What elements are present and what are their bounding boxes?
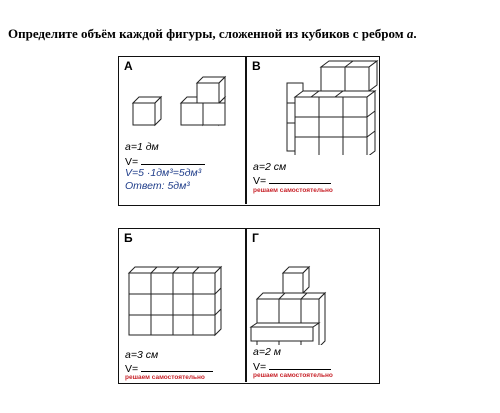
figure-g-drawing bbox=[247, 229, 379, 345]
figure-v-cell bbox=[247, 57, 379, 204]
figure-b-v-line: V= bbox=[125, 361, 213, 375]
figure-g-cell bbox=[247, 229, 379, 382]
figure-a-solution: V=5 ·1дм³=5дм³ bbox=[125, 167, 202, 179]
figure-b-letter: Б bbox=[124, 231, 133, 245]
figure-a-answer: Ответ: 5дм³ bbox=[125, 180, 190, 192]
figure-a-drawing bbox=[119, 67, 245, 147]
figure-g-letter: Г bbox=[252, 231, 259, 245]
figure-a-v-line: V= bbox=[125, 154, 205, 168]
figure-v-letter: В bbox=[252, 59, 261, 73]
bottom-panel bbox=[118, 228, 380, 384]
figure-g-note: решаем самостоятельно bbox=[253, 372, 333, 379]
figure-b-cell bbox=[119, 229, 245, 382]
figure-a-edge: a=1 дм bbox=[125, 141, 159, 153]
figure-v-edge: a=2 см bbox=[253, 161, 287, 173]
figure-b-note: решаем самостоятельно bbox=[125, 374, 205, 381]
figure-b-edge: a=3 см bbox=[125, 349, 159, 361]
figure-v-v-line: V= bbox=[253, 173, 331, 187]
figure-a-cell bbox=[119, 57, 245, 204]
top-panel bbox=[118, 56, 380, 206]
figure-v-note: решаем самостоятельно bbox=[253, 187, 333, 194]
figure-v-drawing bbox=[247, 57, 379, 155]
figure-g-edge: a=2 м bbox=[253, 346, 281, 358]
figure-a-letter: А bbox=[124, 59, 133, 73]
task-title: Определите объём каждой фигуры, сложенной из кубиков с ребром a. bbox=[8, 26, 417, 41]
figure-b-drawing bbox=[119, 229, 245, 339]
figure-g-v-line: V= bbox=[253, 359, 331, 373]
